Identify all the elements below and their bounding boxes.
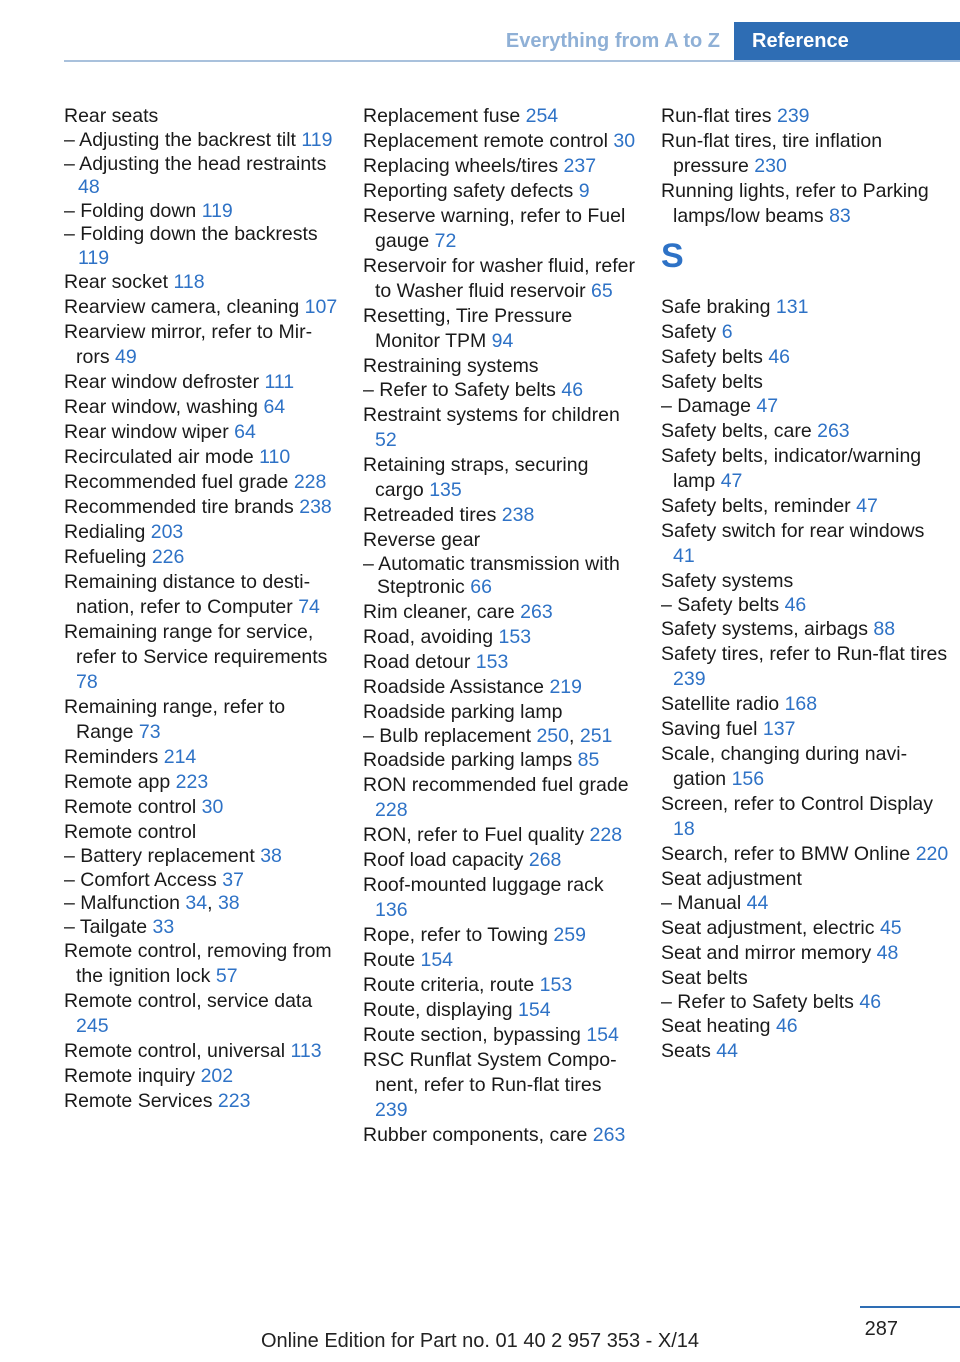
index-subentry [661,395,951,419]
entry-term: Roadside Assistance [363,675,545,698]
entry-term: Recommended fuel grade [64,471,289,493]
page-link[interactable]: 46 [784,593,807,616]
index-subentry: – Bulb replacement 250, 251 [363,724,613,747]
page-link[interactable]: 9 [578,180,590,202]
page-link[interactable]: 118 [173,271,205,293]
page-header [0,0,960,62]
entry-term: Restraining systems [363,355,539,377]
page-link[interactable]: 46 [561,379,584,401]
index-entry [363,823,638,848]
entry-term: Seat adjustment, electric [661,916,875,939]
index-subentry [64,129,339,153]
entry-term: Run-flat tires [661,105,772,127]
page-link[interactable]: 41 [673,544,695,567]
page-link[interactable]: 263 [817,419,850,442]
index-entry [661,295,951,320]
page-link[interactable]: 245 [76,1015,109,1037]
index-entry [363,1048,638,1123]
entry-term: Route, displaying [363,999,513,1021]
entry-term: Road detour [363,650,471,673]
index-entry [64,695,339,745]
entry-term: Remaining distance to destination, refer to Computer [64,571,311,618]
index-subentry [64,869,339,893]
index-entry [661,419,951,444]
entry-term: Recommended tire brands [64,496,294,518]
index-entry [661,1039,951,1064]
index-entry [661,867,951,892]
entry-term: – Adjusting the backrest tilt [64,129,296,151]
entry-term: – Refer to Safety belts [363,379,556,401]
entry-term: RON, refer to Fuel quality [363,824,585,846]
entry-term: – Bulb replacement [363,724,532,747]
page-link[interactable]: 230 [754,155,787,177]
entry-term: Retaining straps, securing cargo [363,453,589,501]
entry-term: Rim cleaner, care [363,600,515,623]
page-link[interactable]: 219 [549,675,582,698]
page-link[interactable]: 238 [299,496,332,518]
page-link[interactable]: 18 [673,818,695,840]
page-link[interactable]: 226 [151,546,185,568]
entry-term: Saving fuel [661,718,758,740]
index-entry [661,444,951,494]
entry-term: Reservoir for washer fluid, refer to Washer fluid reservoir [363,255,636,302]
entry-term: Remote app [64,771,171,793]
entry-term: Safety [661,321,717,343]
index-subentry [661,991,951,1015]
index-entry [363,1023,638,1048]
index-entry [363,354,638,379]
page-link[interactable]: 214 [163,746,197,768]
entry-term: Safety belts, indicator/warning lamp [661,444,922,492]
page-link[interactable]: 64 [234,421,256,443]
index-entry [363,650,638,675]
page-link[interactable]: 66 [470,576,492,598]
entry-term: Screen, refer to Control Display [661,793,934,815]
index-entry [661,104,951,129]
page-link[interactable]: 153 [539,974,573,996]
index-entry [363,923,638,948]
page-link[interactable]: 238 [501,503,535,526]
page-link[interactable]: 263 [592,1124,626,1146]
page-link[interactable]: 239 [375,1099,408,1121]
entry-term: Seats [661,1040,711,1062]
entry-term: Route [363,949,416,971]
index-entry [363,748,638,773]
index-entry [661,129,951,179]
entry-term: Replacement remote control [363,130,608,152]
index-entry [661,717,951,742]
entry-term: Seat belts [661,966,748,989]
chapter-tab: Reference [734,22,960,62]
entry-term: – Automatic transmission with Steptronic [363,552,620,598]
entry-term: – Safety belts [661,593,780,616]
entry-term: Search, refer to BMW Online [661,843,911,865]
index-entry [661,345,951,370]
page-link[interactable]: 153 [498,625,532,648]
index-entry [363,700,638,725]
index-entry [363,204,638,254]
index-entry [661,692,951,717]
page-link[interactable]: 34 [185,892,208,914]
index-entry [363,998,638,1023]
entry-term: Safety belts [661,346,763,368]
index-entry [363,1123,638,1148]
page-link[interactable]: 33 [152,915,175,938]
page-link[interactable]: 48 [78,176,100,198]
entry-term: Restraint systems for children [363,403,620,426]
page-link[interactable]: 168 [784,693,818,715]
index-column-1 [64,104,339,1114]
entry-term: Route criteria, route [363,974,535,996]
entry-term: RSC Runflat System Component, refer to Run-flat tires [363,1049,617,1096]
index-entry [363,675,638,700]
index-subentry [64,916,339,940]
page-link[interactable]: 113 [290,1040,322,1062]
index-entry [64,620,339,695]
page-link[interactable]: 263 [520,600,553,623]
entry-term: Seat and mirror memory [661,941,872,964]
entry-term: – Comfort Access [64,868,217,891]
page-link[interactable]: 47 [756,395,779,417]
index-entry [64,820,339,845]
entry-term: – Adjusting the head restraints [64,152,327,175]
index-entry [363,179,638,204]
entry-term: Reverse gear [363,528,481,551]
entry-term: Reporting safety defects [363,180,574,202]
entry-term: Refueling [64,546,147,568]
page-link[interactable]: 110 [259,446,291,468]
entry-term: Remote inquiry [64,1065,196,1087]
index-entry [661,179,951,229]
entry-term: Rear window, washing [64,396,259,418]
index-subentry [64,845,339,869]
index-entry [64,420,339,445]
entry-term: Safety switch for rear windows [661,519,925,542]
index-entry [661,966,951,991]
entry-term: Remote control, service data [64,990,313,1012]
index-subentry [363,553,638,600]
entry-term: Route section, bypassing [363,1024,581,1046]
index-entry [661,792,951,842]
entry-term: Roof-mounted luggage rack [363,874,604,896]
page-link[interactable]: 135 [429,478,462,501]
entry-term: Rear window defroster [64,371,260,393]
page-link[interactable]: 94 [491,330,514,352]
index-entry [661,370,951,395]
entry-term: Recirculated air mode [64,446,254,468]
page-link[interactable]: 44 [746,892,769,914]
page-link[interactable]: 47 [720,469,743,492]
page-link[interactable]: 156 [731,768,765,790]
entry-term: Roadside parking lamp [363,700,563,723]
entry-term: Rope, refer to Towing [363,924,548,946]
entry-term: Safety belts, reminder [661,494,851,517]
page-link[interactable]: 44 [716,1040,738,1062]
page-link[interactable]: 46 [768,346,791,368]
entry-term: Remote control [64,796,197,818]
index-entry [661,842,951,867]
index-entry [661,320,951,345]
page-link[interactable]: 239 [776,105,810,127]
index-entry [661,494,951,519]
entry-term: Reminders [64,746,159,768]
index-entry [363,973,638,998]
page-link[interactable]: 228 [293,471,327,493]
index-subentry [64,200,339,224]
entry-term: Safety belts, care [661,419,812,442]
entry-term: Seat heating [661,1015,771,1037]
page-link[interactable]: 119 [78,246,110,269]
page-link[interactable]: 131 [775,296,809,318]
page-link[interactable]: 228 [375,799,408,821]
index-entry [64,989,339,1039]
edition-note: Online Edition for Part no. 01 40 2 957 353 - X/14 [260,1330,700,1352]
page-link[interactable]: 137 [762,718,796,740]
entry-term: RON recommended fuel grade [363,774,629,796]
entry-term: Resetting, Tire Pressure Monitor TPM [363,305,573,352]
page-link[interactable]: 202 [200,1065,234,1087]
entry-term: Rearview mirror, refer to Mirrors [64,321,313,368]
page-link[interactable]: 268 [528,849,562,871]
index-entry [64,570,339,620]
page-link[interactable]: 6 [721,321,733,343]
page-link[interactable]: 74 [298,596,320,618]
entry-term: – Battery replacement [64,845,255,867]
index-entry [64,470,339,495]
index-entry [661,941,951,966]
index-entry [363,873,638,923]
entry-term: Retreaded tires [363,503,497,526]
page-link[interactable]: 46 [859,990,882,1013]
entry-term: Rear socket [64,271,169,293]
page-link[interactable]: 85 [577,749,600,771]
page-link[interactable]: 46 [775,1015,798,1037]
entry-term: Safety tires, refer to Run-flat tires [661,643,948,665]
entry-term: Roof load capacity [363,849,524,871]
entry-term: Redialing [64,521,146,543]
entry-term: – Malfunction [64,892,180,914]
entry-term: Safe braking [661,296,771,318]
entry-term: Seat adjustment [661,868,802,890]
index-entry [64,370,339,395]
section-title: Everything from A to Z [505,30,720,52]
page-link[interactable]: 223 [175,771,209,793]
entry-term: Road, avoiding [363,625,494,648]
page-link[interactable]: 57 [215,965,238,987]
index-entry [363,453,638,503]
page-link[interactable]: 251 [579,724,613,747]
page-link[interactable]: 228 [589,824,623,846]
entry-term: – Folding down [64,199,197,222]
index-entry [363,254,638,304]
page-link[interactable]: 83 [829,205,851,227]
page-link[interactable]: 154 [518,999,551,1021]
page-link[interactable]: 64 [263,396,286,418]
page-link[interactable]: 30 [201,796,224,818]
entry-term: Remote Services [64,1090,213,1112]
index-entry [64,1039,339,1064]
index-entry [363,104,638,129]
page-link[interactable]: 223 [217,1090,251,1112]
entry-term: – Tailgate [64,915,148,938]
entry-term: Rubber components, care [363,1124,588,1146]
entry-term: Rearview camera, cleaning [64,296,300,318]
page-link[interactable]: 153 [475,650,509,673]
index-entry [64,445,339,470]
entry-term: Rear window wiper [64,421,229,443]
index-entry [363,528,638,553]
index-entry [64,545,339,570]
entry-term: – Manual [661,892,742,914]
index-entry [363,773,638,823]
index-entry [363,600,638,625]
page-link[interactable]: 45 [879,916,902,939]
page-link[interactable]: 250 [536,724,569,747]
entry-term: Safety systems [661,569,794,592]
page-link[interactable]: 38 [217,892,240,914]
footer-rule [860,1306,960,1308]
page-link[interactable]: 136 [375,899,408,921]
index-column-3 [661,104,951,1064]
page-link[interactable]: 52 [375,428,397,451]
entry-term: – Folding down the backrests [64,223,318,245]
index-entry [661,569,951,594]
entry-term: Safety systems, airbags [661,618,868,640]
index-entry [64,795,339,820]
index-entry [661,916,951,941]
page-link[interactable]: 49 [115,346,137,368]
index-entry [64,520,339,545]
index-entry [363,304,638,354]
entry-term: Reserve warning, refer to Fuel gauge [363,205,626,252]
entry-term: Safety belts [661,371,763,393]
entry-term: Roadside parking lamps [363,749,573,771]
page-link[interactable]: 203 [150,521,184,543]
index-entry [363,403,638,453]
page-link[interactable]: 73 [138,721,161,743]
index-entry [64,270,339,295]
entry-term: Replacing wheels/tires [363,155,559,177]
page-link[interactable]: 38 [260,845,282,867]
page-link[interactable]: 107 [304,296,338,318]
page-link[interactable]: 88 [873,618,896,640]
page-link[interactable]: 239 [673,668,706,690]
page-link[interactable]: 65 [591,280,613,302]
index-entry [64,745,339,770]
index-subentry [661,594,951,618]
page-link[interactable]: 154 [586,1024,619,1046]
index-entry [64,320,339,370]
page-link[interactable]: 78 [76,671,98,693]
entry-term: Remote control, removing from the ignition lock [64,940,332,987]
entry-term: Running lights, refer to Parking lamps/low beams [661,180,929,227]
index-entry [363,129,638,154]
index-entry [64,770,339,795]
entry-term: Replacement fuse [363,105,521,127]
index-entry [64,295,339,320]
entry-term: Remote control [64,821,197,843]
page-link[interactable]: 237 [563,155,597,177]
index-column-2 [363,104,638,1148]
entry-term: – Refer to Safety belts [661,990,854,1013]
index-entry [64,395,339,420]
index-subentry [661,892,951,916]
entry-term: Satellite radio [661,693,780,715]
page-link[interactable]: 30 [613,130,636,152]
index-subentry [64,223,339,270]
entry-term: Scale, changing during navigation [661,743,908,790]
page-link[interactable]: 111 [264,371,295,393]
page-link[interactable]: 72 [434,230,457,252]
index-entry [64,939,339,989]
index-entry [661,742,951,792]
page-link[interactable]: 220 [915,843,949,865]
page-link[interactable]: 259 [553,924,586,946]
entry-term: Rear seats [64,105,159,127]
page-link[interactable]: 48 [876,941,899,964]
index-entry [661,617,951,642]
index-entry [661,1014,951,1039]
index-entry [363,948,638,973]
page-link[interactable]: 154 [420,949,454,971]
page-link[interactable]: 37 [222,868,244,891]
page-link[interactable]: 254 [525,105,559,127]
index-entry [363,848,638,873]
index-entry [64,1064,339,1089]
entry-term: Remote control, universal [64,1040,286,1062]
index-entry [363,503,638,528]
page-link[interactable]: 119 [201,199,233,222]
page-link[interactable]: 47 [856,494,878,517]
index-entry [64,104,339,129]
index-entry [661,519,951,569]
entry-term: Run-flat tires, tire inflation pressure [661,130,883,177]
index-entry [363,625,638,650]
index-entry [661,642,951,692]
entry-term: – Damage [661,395,751,417]
index-letter-heading: S [661,237,684,275]
index-subentry [363,379,638,403]
entry-term: Remaining range for service, refer to Service requirements [64,621,328,668]
index-subentry [64,153,339,200]
entry-term: Remaining range, refer to Range [64,696,286,743]
page-number: 287 [864,1318,898,1340]
index-entry [363,154,638,179]
page-link[interactable]: 119 [301,129,333,151]
index-subentry: – Malfunction 34, 38 [64,892,240,914]
header-rule [64,60,960,62]
index-entry [64,495,339,520]
index-entry [64,1089,339,1114]
